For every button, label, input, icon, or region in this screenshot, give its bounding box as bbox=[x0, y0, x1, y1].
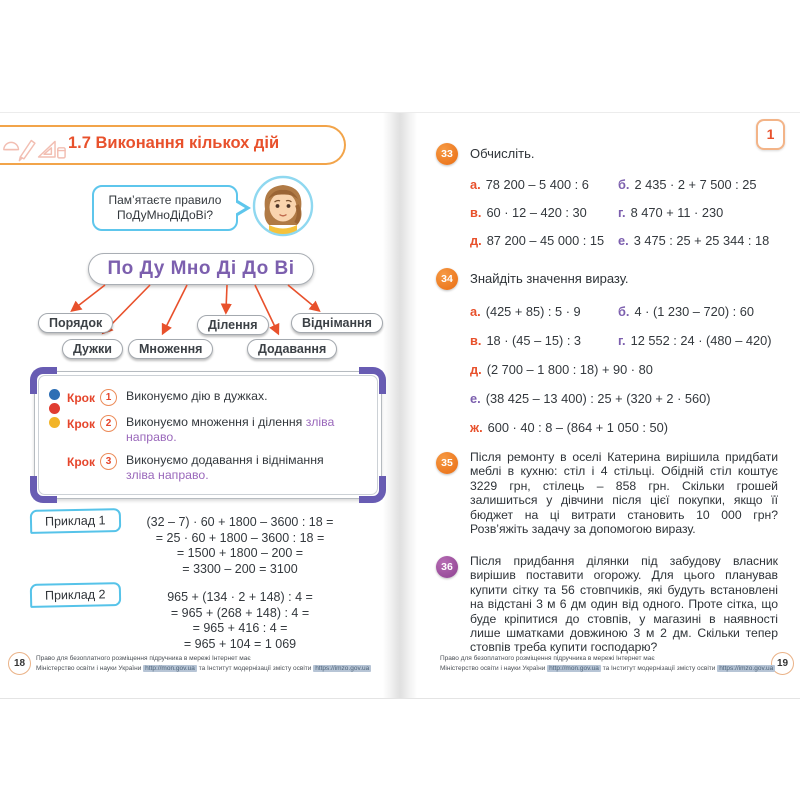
page-number-badge: 19 bbox=[771, 652, 794, 675]
problem-text: Після придбання ділянки під забудову власник вирішив поставити огорожу. Для цього планував купити сітку та 56 стовпчиків, які будуть встановлені на відстані 3 м 6 дм один від одного. Проте сітка, що буде кріпитися до стовпів, у магазині в наявності лише шматками довжиною 3 м 2 дм. Скільки тепер стовпів треба купити господарю? bbox=[470, 554, 778, 655]
board-magnet-yellow bbox=[49, 417, 60, 428]
exercise-number-badge: 35 bbox=[436, 452, 458, 474]
math-line: = 1500 + 1800 – 200 = bbox=[176, 546, 304, 560]
exercise-item bbox=[618, 333, 771, 348]
footer-link-imzo: https://imzo.gov.ua bbox=[315, 664, 370, 672]
exercise-number-badge: 33 bbox=[436, 143, 458, 165]
example-1-tag: Приклад 1 bbox=[30, 508, 121, 534]
diagram-label-mnozhennya: Множення bbox=[128, 339, 213, 359]
item-expression: 18 · (45 – 15) : 3 bbox=[486, 333, 582, 348]
step-number-badge: 2 bbox=[100, 415, 117, 432]
example-2-tag: Приклад 2 bbox=[30, 582, 121, 608]
item-expression: 2 435 · 2 + 7 500 : 25 bbox=[634, 177, 757, 192]
chapter-tab-badge: 1 bbox=[756, 119, 785, 150]
book-gutter-shadow bbox=[383, 113, 417, 698]
speech-bubble-text: Пам’ятаєте правило ПоДуМноДіДоВі? bbox=[108, 193, 222, 222]
item-letter: г. bbox=[618, 205, 626, 220]
footer-line-1: Право для безоплатного розміщення підручника в мережі Інтернет має bbox=[440, 655, 655, 662]
footer-link-mon: http://mon.gov.ua bbox=[145, 664, 195, 672]
exercise-title: Знайдіть значення виразу. bbox=[470, 271, 629, 286]
step-text: Виконуємо множення і ділення bbox=[126, 415, 303, 429]
step-text: Виконуємо додавання і віднімання bbox=[126, 453, 324, 467]
footer-line-2: Міністерство освіти і науки України http://mon.gov.ua та Інститут модернізації змісту освіти https://imzo.gov.ua bbox=[36, 664, 370, 672]
diagram-label-vidnimannya: Віднімання bbox=[291, 313, 383, 333]
item-expression: (2 700 – 1 800 : 18) + 90 · 80 bbox=[486, 362, 653, 377]
diagram-label-duzhky: Дужки bbox=[62, 339, 123, 359]
item-letter: в. bbox=[470, 205, 482, 220]
footer-license-text bbox=[36, 654, 371, 673]
exercise-item bbox=[470, 391, 711, 406]
exercise-item bbox=[470, 333, 581, 348]
item-expression: 8 470 + 11 · 230 bbox=[630, 205, 724, 220]
exercise-item bbox=[618, 233, 769, 248]
step-number-badge: 3 bbox=[100, 453, 117, 470]
footer-line-1: Право для безоплатного розміщення підручника в мережі Інтернет має bbox=[36, 655, 251, 662]
diagram-label-poryadok: Порядок bbox=[38, 313, 113, 333]
left-page bbox=[0, 113, 400, 698]
right-page bbox=[400, 113, 800, 698]
item-letter: б. bbox=[618, 177, 630, 192]
item-expression: (425 + 85) : 5 · 9 bbox=[485, 304, 581, 319]
item-letter: е. bbox=[470, 391, 481, 406]
rules-whiteboard bbox=[34, 371, 382, 499]
math-line: 965 + (134 · 2 + 148) : 4 = bbox=[167, 590, 313, 604]
item-letter: б. bbox=[618, 304, 630, 319]
item-expression: 60 · 12 – 420 : 30 bbox=[486, 205, 587, 220]
step-number-badge: 1 bbox=[100, 389, 117, 406]
item-expression: 12 552 : 24 · (480 – 420) bbox=[630, 333, 772, 348]
exercise-item bbox=[618, 205, 723, 220]
item-letter: д. bbox=[470, 362, 482, 377]
girl-avatar bbox=[252, 175, 314, 237]
item-expression: 4 · (1 230 – 720) : 60 bbox=[634, 304, 754, 319]
step-label: Крок bbox=[67, 454, 95, 469]
diagram-label-dilennya: Ділення bbox=[197, 315, 269, 335]
exercise-item bbox=[618, 177, 757, 192]
step-text: Виконуємо дію в дужках. bbox=[126, 389, 268, 403]
book-spread bbox=[0, 112, 800, 699]
rule-pill: По Ду Мно Ді До Ві bbox=[88, 253, 314, 285]
footer-link-mon: http://mon.gov.ua bbox=[549, 664, 599, 672]
exercise-item bbox=[470, 177, 589, 192]
step-label: Крок bbox=[67, 390, 95, 405]
page-number-badge: 18 bbox=[8, 652, 31, 675]
math-line: = 25 · 60 + 1800 – 3600 : 18 = bbox=[155, 530, 325, 545]
item-expression: (38 425 – 13 400) : 25 + (320 + 2 · 560) bbox=[485, 391, 711, 406]
item-letter: ж. bbox=[470, 420, 483, 435]
step-row-3 bbox=[67, 453, 343, 483]
item-letter: е. bbox=[618, 233, 629, 248]
exercise-item bbox=[470, 205, 587, 220]
section-title: 1.7 Виконання кількох дій bbox=[68, 134, 280, 152]
math-line: = 3300 – 200 = 3100 bbox=[182, 561, 298, 576]
exercise-item bbox=[470, 362, 653, 377]
example-2-lines bbox=[112, 590, 368, 652]
step-accent: зліва направо. bbox=[126, 468, 209, 482]
item-letter: в. bbox=[470, 333, 482, 348]
math-line: = 965 + 104 = 1 069 bbox=[183, 636, 297, 651]
exercise-title: Обчисліть. bbox=[470, 146, 535, 161]
step-row-1 bbox=[67, 389, 343, 406]
school-supplies-doodle-icon bbox=[2, 129, 66, 163]
step-label: Крок bbox=[67, 416, 95, 431]
math-line: = 965 + 416 : 4 = bbox=[192, 621, 288, 635]
item-expression: 600 · 40 : 8 – (864 + 1 050 : 50) bbox=[487, 420, 668, 435]
exercise-item bbox=[470, 233, 604, 248]
math-line: = 965 + (268 + 148) : 4 = bbox=[170, 605, 310, 620]
exercise-number-badge: 34 bbox=[436, 268, 458, 290]
footer-license-text bbox=[440, 654, 775, 673]
step-accent: зліва направо. bbox=[126, 415, 335, 444]
problem-text: Після ремонту в оселі Катерина вирішила придбати меблі в кухню: стіл і 4 стільці. Обідній стіл коштує 3229 грн, стілець – 858 грн. Скільки грошей залишиться у дівчини після цієї покупки, якщо її бюджет на ці витрати становить 10 000 грн? Розв’яжіть задачу за допомогою виразу. bbox=[470, 450, 778, 537]
speech-bubble bbox=[92, 185, 238, 231]
math-line: (32 – 7) · 60 + 1800 – 3600 : 18 = bbox=[146, 515, 334, 529]
example-1-lines bbox=[112, 515, 368, 577]
item-letter: г. bbox=[618, 333, 626, 348]
item-expression: 78 200 – 5 400 : 6 bbox=[485, 177, 589, 192]
item-letter: а. bbox=[470, 177, 481, 192]
exercise-item bbox=[470, 420, 668, 435]
board-magnet-red bbox=[49, 403, 60, 414]
item-expression: 87 200 – 45 000 : 15 bbox=[486, 233, 605, 248]
item-expression: 3 475 : 25 + 25 344 : 18 bbox=[633, 233, 770, 248]
exercise-number-badge: 36 bbox=[436, 556, 458, 578]
item-letter: д. bbox=[470, 233, 482, 248]
diagram-label-dodavannya: Додавання bbox=[247, 339, 337, 359]
footer-line-2: Міністерство освіти і науки України http://mon.gov.ua та Інститут модернізації змісту освіти https://imzo.gov.ua bbox=[440, 664, 774, 672]
exercise-item bbox=[618, 304, 754, 319]
footer-link-imzo: https://imzo.gov.ua bbox=[719, 664, 774, 672]
board-magnet-blue bbox=[49, 389, 60, 400]
exercise-item bbox=[470, 304, 581, 319]
step-row-2 bbox=[67, 415, 343, 445]
item-letter: а. bbox=[470, 304, 481, 319]
